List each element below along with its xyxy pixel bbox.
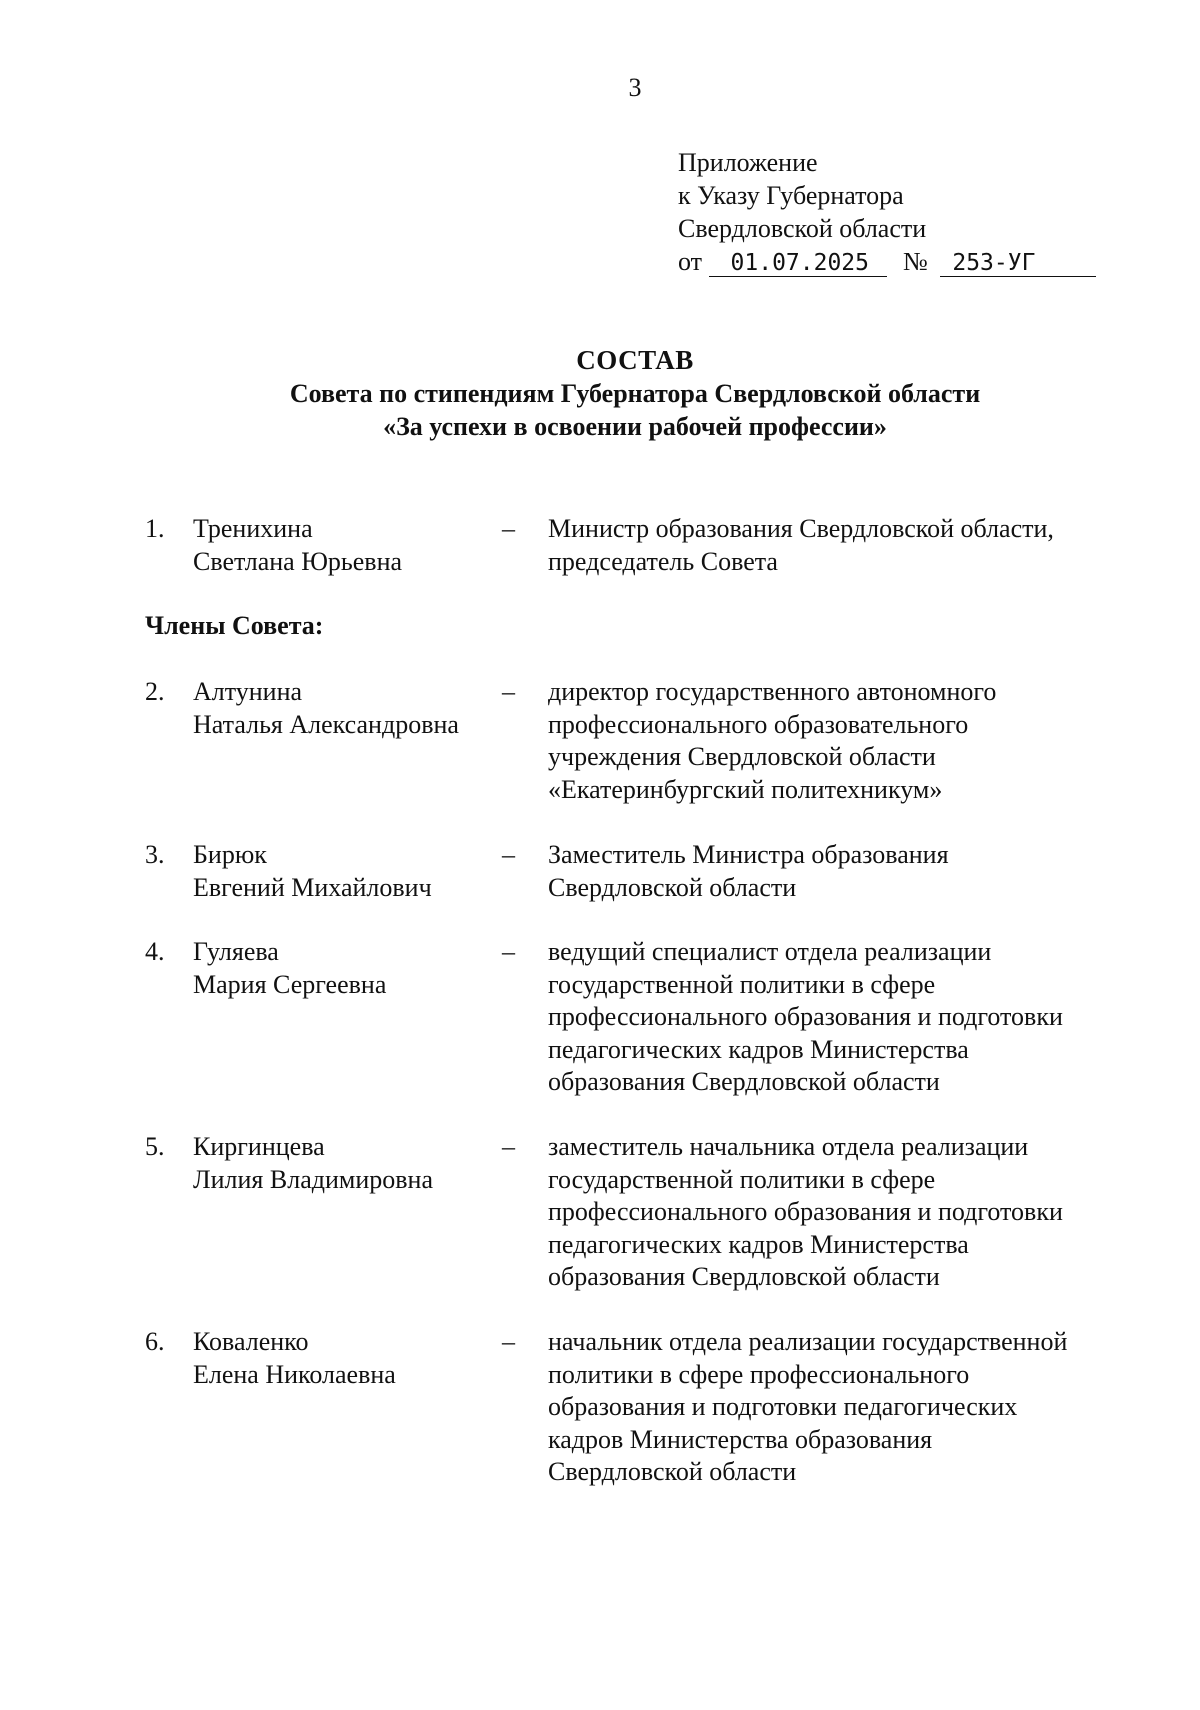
title-line-3: «За успехи в освоении рабочей профессии» bbox=[383, 412, 887, 441]
role-line: педагогических кадров Министерства bbox=[548, 1229, 969, 1259]
role-line: председатель Совета bbox=[548, 546, 778, 576]
dash-separator: – bbox=[502, 937, 515, 966]
dash-separator: – bbox=[502, 1132, 515, 1161]
member-name bbox=[193, 839, 493, 904]
decree-date: 01.07.2025 bbox=[709, 250, 887, 277]
page-number: 3 bbox=[628, 73, 642, 102]
role-line: директор государственного автономного bbox=[548, 677, 997, 706]
role-line: образования Свердловской области bbox=[548, 1067, 940, 1096]
member-name bbox=[193, 936, 493, 1001]
member-role bbox=[548, 513, 1148, 578]
surname: Гуляева bbox=[193, 937, 279, 966]
role-line: ведущий специалист отдела реализации bbox=[548, 937, 992, 966]
role-line: Свердловской области bbox=[548, 872, 797, 902]
dash-separator: – bbox=[502, 1327, 515, 1356]
role-line: педагогических кадров Министерства bbox=[548, 1034, 969, 1064]
member-role bbox=[548, 676, 1148, 806]
appendix-line: к Указу Губернатора bbox=[678, 181, 904, 210]
members-heading: Члены Совета: bbox=[145, 611, 324, 640]
member-role bbox=[548, 839, 1148, 904]
given-names: Наталья Александровна bbox=[193, 709, 459, 739]
role-line: профессионального образовательного bbox=[548, 709, 969, 739]
member-name bbox=[193, 1131, 493, 1196]
given-names: Евгений Михайлович bbox=[193, 872, 432, 902]
decree-number: 253-УГ bbox=[940, 250, 1096, 277]
surname: Алтунина bbox=[193, 677, 303, 706]
number-sign: № bbox=[903, 247, 928, 276]
appendix-line: Приложение bbox=[678, 148, 818, 177]
entry-number: 6. bbox=[145, 1327, 165, 1356]
given-names: Лилия Владимировна bbox=[193, 1164, 433, 1194]
dash-separator: – bbox=[502, 677, 515, 706]
role-line: образования Свердловской области bbox=[548, 1262, 940, 1291]
member-name bbox=[193, 676, 493, 741]
role-line: Заместитель Министра образования bbox=[548, 840, 949, 869]
member-role bbox=[548, 1326, 1148, 1489]
entry-number: 5. bbox=[145, 1132, 165, 1161]
role-line: «Екатеринбургский политехникум» bbox=[548, 774, 943, 804]
role-line: начальник отдела реализации государственной bbox=[548, 1327, 1068, 1356]
surname: Киргинцева bbox=[193, 1132, 325, 1161]
role-line: заместитель начальника отдела реализации bbox=[548, 1132, 1029, 1161]
role-line: учреждения Свердловской области bbox=[548, 742, 936, 771]
role-line: государственной политики в сфере bbox=[548, 1164, 936, 1194]
role-line: государственной политики в сфере bbox=[548, 969, 936, 999]
member-role bbox=[548, 1131, 1148, 1294]
member-name bbox=[193, 513, 493, 578]
given-names: Мария Сергеевна bbox=[193, 969, 387, 999]
title-line-2: Совета по стипендиям Губернатора Свердловской области bbox=[289, 379, 981, 408]
appendix-line: Свердловской области bbox=[678, 214, 927, 243]
appendix-date-line bbox=[678, 245, 1138, 278]
role-line: политики в сфере профессионального bbox=[548, 1359, 970, 1389]
role-line: Министр образования Свердловской области, bbox=[548, 514, 1054, 543]
dash-separator: – bbox=[502, 514, 515, 543]
role-line: профессионального образования и подготовки bbox=[548, 1002, 1063, 1031]
date-prefix: от bbox=[678, 247, 703, 276]
surname: Коваленко bbox=[193, 1327, 309, 1356]
entry-number: 3. bbox=[145, 840, 165, 869]
role-line: профессионального образования и подготовки bbox=[548, 1197, 1063, 1226]
document-title bbox=[0, 343, 1200, 443]
role-line: образования и подготовки педагогических bbox=[548, 1392, 1018, 1421]
entry-number: 2. bbox=[145, 677, 165, 706]
appendix-header bbox=[678, 146, 1138, 278]
role-line: кадров Министерства образования bbox=[548, 1424, 933, 1454]
dash-separator: – bbox=[502, 840, 515, 869]
given-names: Светлана Юрьевна bbox=[193, 546, 403, 576]
role-line: Свердловской области bbox=[548, 1457, 797, 1486]
entry-number: 4. bbox=[145, 937, 165, 966]
surname: Тренихина bbox=[193, 514, 313, 543]
given-names: Елена Николаевна bbox=[193, 1359, 396, 1389]
surname: Бирюк bbox=[193, 840, 267, 869]
entry-number: 1. bbox=[145, 514, 165, 543]
title-main: СОСТАВ bbox=[576, 345, 694, 375]
member-role bbox=[548, 936, 1148, 1099]
member-name bbox=[193, 1326, 493, 1391]
